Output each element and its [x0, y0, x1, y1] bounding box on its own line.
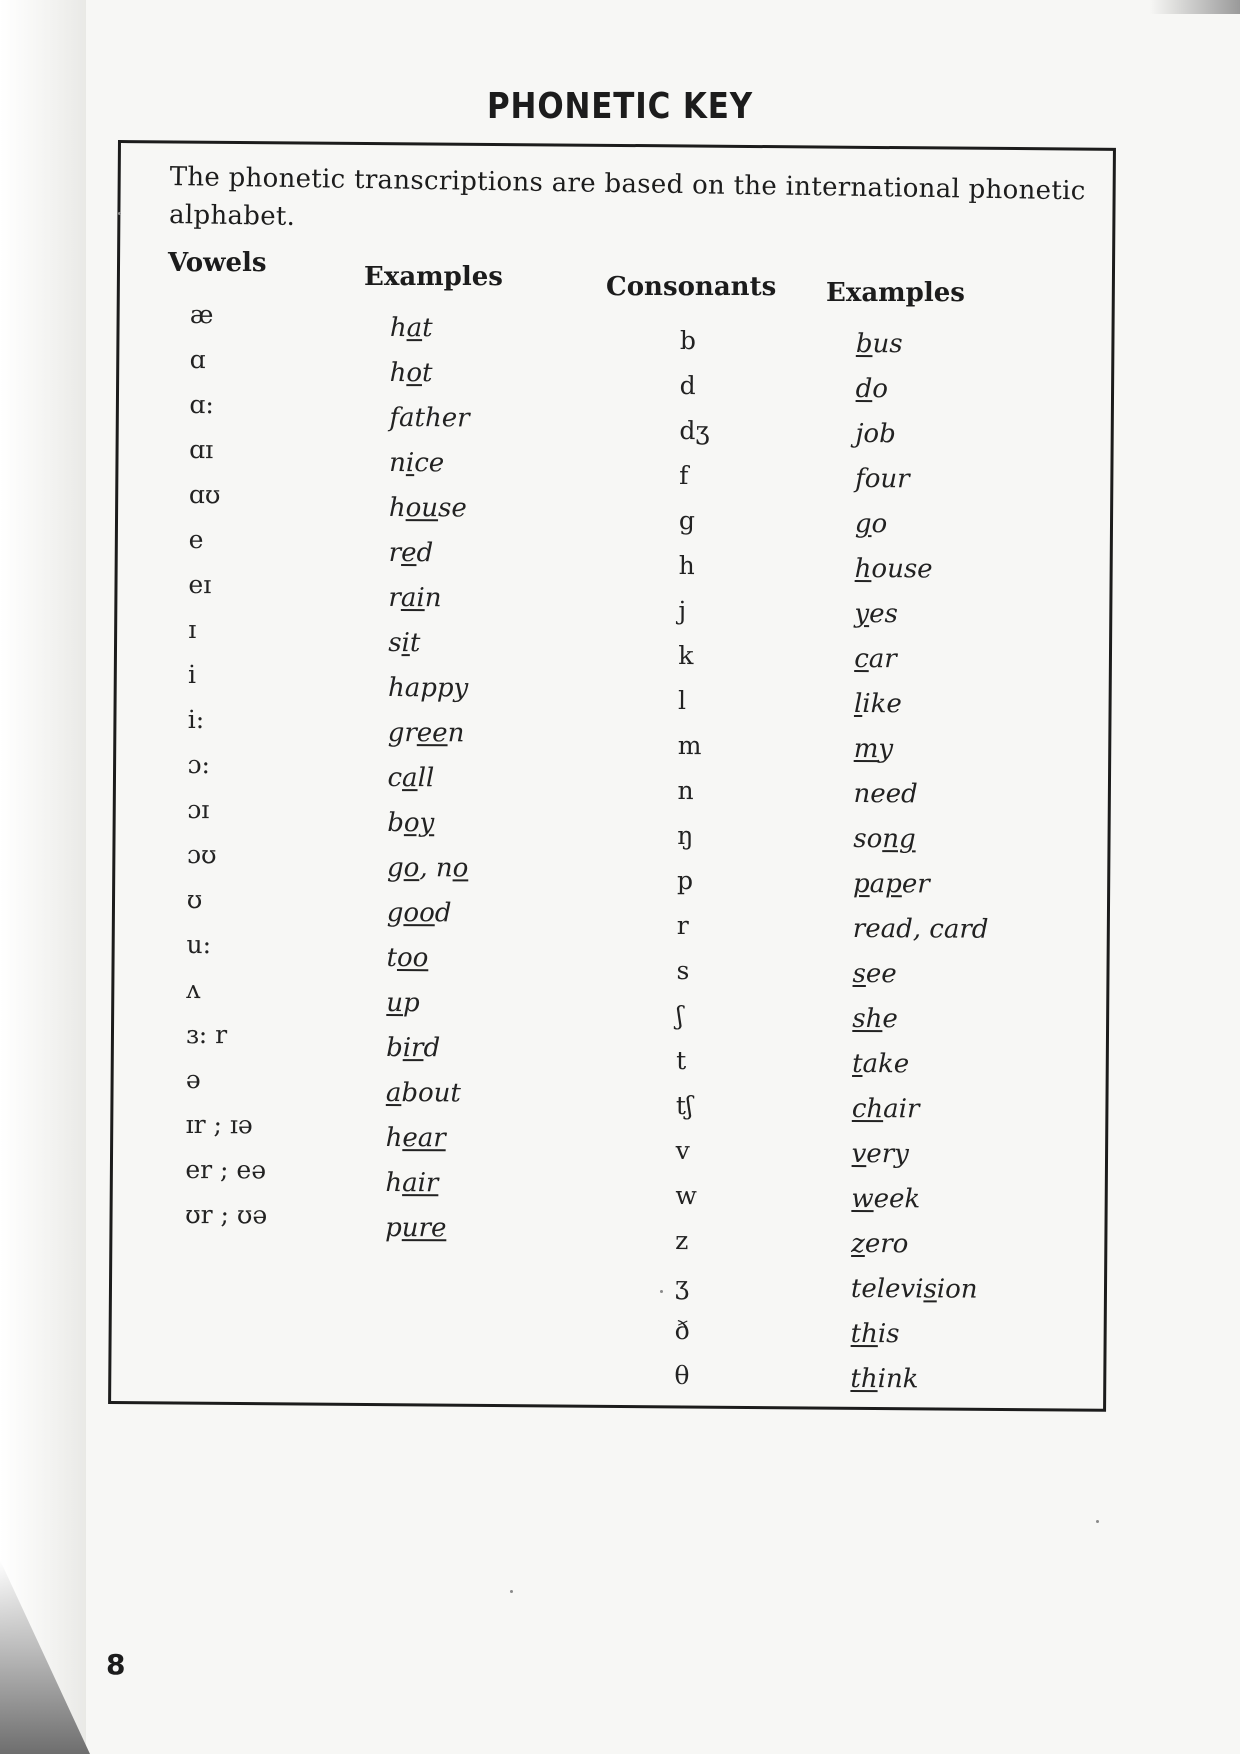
- underlined-sound: u: [386, 987, 404, 1019]
- example-text: ar: [868, 644, 897, 675]
- example-text: g: [386, 852, 404, 884]
- example-text: e: [882, 1004, 898, 1035]
- vowel-symbol: ɔ:: [187, 749, 211, 780]
- example-text: eek: [873, 1184, 921, 1215]
- example-text: se: [438, 493, 467, 524]
- example-text: ero: [864, 1229, 909, 1260]
- example-text: o: [871, 509, 888, 540]
- consonant-example: [851, 1267, 987, 1313]
- vowel-example: [385, 1161, 466, 1206]
- example-text: t: [409, 628, 421, 659]
- vowel-symbol: ɔɪ: [187, 794, 210, 825]
- consonant-example: [854, 682, 990, 728]
- consonant-symbol: t: [676, 1045, 687, 1076]
- example-text: bout: [401, 1078, 461, 1109]
- underlined-sound: oo: [403, 898, 435, 929]
- vowel-symbol: ɔʊ: [186, 839, 217, 870]
- underlined-sound: o: [403, 853, 420, 884]
- underlined-sound: b: [855, 328, 873, 360]
- vowel-example: [389, 531, 470, 576]
- consonant-symbol: f: [679, 460, 689, 491]
- underlined-sound: ear: [402, 1123, 446, 1154]
- example-text: ery: [866, 1139, 909, 1170]
- consonant-symbol: s: [676, 955, 690, 986]
- underlined-sound: th: [850, 1318, 878, 1350]
- consonant-symbol: b: [679, 325, 696, 356]
- underlined-sound: ee: [416, 718, 448, 749]
- scan-speck: [1096, 1520, 1099, 1523]
- vowel-example: [386, 1071, 467, 1116]
- vowel-symbol-list: [185, 292, 272, 1237]
- underlined-sound: ure: [401, 1213, 447, 1244]
- underlined-sound: h: [854, 553, 872, 585]
- consonant-symbol: p: [676, 865, 694, 896]
- example-text: y: [878, 734, 894, 765]
- consonant-symbol: m: [677, 730, 702, 761]
- consonant-example: [851, 1222, 987, 1268]
- vowel-symbol: i:: [187, 704, 205, 735]
- vowel-example: [386, 981, 467, 1026]
- consonant-symbol: j: [678, 595, 687, 626]
- example-text: job: [855, 418, 896, 450]
- example-text: n: [447, 718, 465, 749]
- consonant-symbol: g: [678, 505, 696, 536]
- vowel-symbol: er ; eə: [185, 1154, 267, 1185]
- underlined-sound: i: [405, 448, 415, 479]
- vowel-symbol: u:: [186, 929, 212, 960]
- consonant-example: [856, 367, 992, 413]
- vowel-example: [386, 936, 467, 981]
- consonant-example: [855, 502, 991, 548]
- vowel-symbol: ʊ: [186, 884, 203, 915]
- example-text: d: [434, 898, 452, 929]
- vowel-example: [387, 891, 468, 936]
- consonant-symbol: l: [677, 685, 687, 716]
- underlined-sound: ai: [400, 583, 425, 614]
- underlined-sound: y: [854, 598, 870, 630]
- example-text: h: [385, 1122, 403, 1154]
- example-text: d: [416, 538, 434, 569]
- vowel-example: [387, 801, 468, 846]
- consonant-example: [854, 727, 990, 773]
- consonant-symbol: tʃ: [675, 1090, 693, 1121]
- underlined-sound: ou: [405, 493, 439, 524]
- vowel-symbol: ɪr ; ɪə: [185, 1109, 253, 1140]
- vowel-example: [385, 1206, 466, 1251]
- example-text: h: [389, 357, 407, 389]
- header-consonant-examples: Examples: [826, 278, 965, 308]
- consonant-symbol: n: [677, 775, 694, 806]
- consonant-example: [850, 1357, 986, 1403]
- underlined-sound: m: [853, 733, 879, 765]
- consonant-symbol: dʒ: [679, 415, 710, 446]
- underlined-sound: s: [852, 958, 867, 990]
- vowel-example: [389, 486, 470, 531]
- example-text: t: [386, 942, 398, 974]
- example-text: is: [877, 1319, 900, 1350]
- underlined-sound: a: [402, 763, 418, 794]
- example-text: es: [869, 599, 898, 630]
- underlined-sound: w: [851, 1183, 874, 1215]
- example-text: ll: [417, 763, 435, 794]
- example-text: need: [853, 778, 918, 810]
- example-text: ake: [862, 1049, 910, 1080]
- scan-speck: [510, 1590, 513, 1593]
- vowel-example: [388, 576, 469, 621]
- example-text: h: [388, 492, 406, 524]
- consonant-symbol-list: [674, 318, 710, 1398]
- example-text: a: [869, 869, 886, 900]
- example-text: ink: [877, 1364, 919, 1395]
- consonant-example: [854, 637, 990, 683]
- scan-smudge: [1150, 0, 1240, 14]
- consonant-symbol: ʒ: [674, 1270, 690, 1301]
- consonant-example: [853, 817, 989, 863]
- example-text: read, card: [852, 913, 989, 945]
- consonant-symbol: v: [675, 1135, 690, 1166]
- header-consonants: Consonants: [606, 272, 777, 302]
- example-text: ce: [414, 448, 445, 479]
- underlined-sound: e: [401, 538, 417, 569]
- underlined-sound: air: [402, 1168, 439, 1199]
- example-text: g: [386, 897, 404, 929]
- vowel-example: [388, 711, 469, 756]
- example-text: b: [386, 1032, 403, 1064]
- consonant-symbol: z: [675, 1225, 689, 1256]
- header-vowels: Vowels: [168, 248, 267, 278]
- vowel-symbol: æ: [189, 299, 214, 330]
- example-text: r: [388, 537, 402, 569]
- header-vowel-examples: Examples: [364, 262, 503, 292]
- vowel-symbol: i: [187, 659, 197, 690]
- consonant-example: [853, 862, 989, 908]
- underlined-sound: ng: [882, 824, 916, 855]
- vowel-symbol: ʊr ; ʊə: [185, 1199, 268, 1230]
- consonant-example: [852, 952, 988, 998]
- vowel-symbol: ʌ: [186, 974, 201, 1005]
- vowel-example: [386, 1116, 467, 1161]
- consonant-symbol: ŋ: [677, 820, 694, 851]
- underlined-sound: s: [923, 1274, 937, 1305]
- underlined-sound: oo: [396, 943, 429, 974]
- example-text: b: [387, 807, 405, 839]
- underlined-sound: i: [401, 628, 410, 659]
- consonant-example: [852, 1087, 988, 1133]
- underlined-sound: o: [452, 853, 469, 884]
- consonant-example: [854, 592, 990, 638]
- vowel-example: [390, 351, 471, 396]
- example-text: p: [403, 988, 420, 1019]
- underlined-sound: l: [853, 688, 863, 720]
- consonant-symbol: r: [676, 910, 689, 941]
- consonant-example: [852, 1132, 988, 1178]
- underlined-sound: g: [854, 508, 872, 540]
- consonant-example-list: [850, 322, 991, 1403]
- underlined-sound: ir: [402, 1033, 424, 1064]
- vowel-example: [388, 666, 469, 711]
- vowel-example: [387, 756, 468, 801]
- underlined-sound: ch: [851, 1093, 884, 1125]
- example-text: happy: [387, 672, 469, 704]
- vowel-example-list: [385, 306, 471, 1251]
- vowel-symbol: ɑɪ: [189, 434, 214, 465]
- vowel-symbol: ə: [185, 1064, 201, 1095]
- example-text: n: [389, 447, 407, 479]
- example-text: gr: [387, 717, 417, 749]
- example-text: r: [388, 582, 401, 614]
- underlined-sound: o: [406, 358, 423, 389]
- example-text: p: [385, 1212, 402, 1244]
- consonant-example: [855, 547, 991, 593]
- vowel-symbol: ɜ: r: [186, 1019, 228, 1050]
- intro-text: The phonetic transcriptions are based on the international phonetic alphabet.: [168, 161, 1086, 232]
- example-text: n: [424, 583, 442, 614]
- underlined-sound: sh: [852, 1003, 883, 1035]
- underlined-sound: c: [854, 643, 869, 675]
- consonant-symbol: w: [675, 1180, 697, 1211]
- consonant-symbol: d: [679, 370, 696, 401]
- example-text: ee: [865, 959, 897, 990]
- scan-speck: [118, 212, 121, 215]
- underlined-sound: z: [851, 1228, 865, 1260]
- example-text: c: [387, 762, 403, 794]
- example-text: h: [385, 1167, 403, 1199]
- example-text: er: [901, 869, 930, 900]
- consonant-symbol: h: [678, 550, 695, 581]
- vowel-example: [389, 441, 470, 486]
- consonant-example: [856, 322, 992, 368]
- vowel-example: [390, 306, 471, 351]
- underlined-sound: a: [406, 313, 423, 344]
- underlined-sound: p: [852, 868, 870, 900]
- underlined-sound: t: [852, 1048, 863, 1080]
- vowel-symbol: eɪ: [188, 569, 212, 600]
- vowel-symbol: ɑ:: [189, 389, 214, 420]
- example-text: air: [883, 1094, 920, 1125]
- page-title: PHONETIC KEY: [486, 86, 754, 127]
- example-text: father: [389, 402, 470, 434]
- example-text: four: [855, 463, 910, 495]
- example-text: d: [423, 1033, 441, 1064]
- example-text: ouse: [871, 554, 933, 585]
- vowel-example: [386, 1026, 467, 1071]
- scan-speck: [660, 1290, 663, 1293]
- vowel-symbol: ɑ: [189, 344, 206, 375]
- vowel-symbol: e: [188, 524, 204, 555]
- vowel-example: [387, 846, 468, 891]
- example-text: o: [872, 374, 889, 405]
- vowel-symbol: ɪ: [188, 614, 197, 645]
- example-text: h: [389, 312, 407, 344]
- example-text: s: [388, 627, 402, 659]
- consonant-example: [852, 1042, 988, 1088]
- vowel-example: [389, 396, 470, 441]
- vowel-symbol: ɑʊ: [188, 479, 221, 510]
- consonant-example: [855, 457, 991, 503]
- example-text: t: [421, 358, 433, 389]
- consonant-example: [853, 907, 989, 953]
- consonant-symbol: k: [678, 640, 694, 671]
- example-text: so: [853, 823, 883, 855]
- page-edge-shadow: [0, 0, 86, 1754]
- underlined-sound: a: [385, 1077, 402, 1109]
- example-text: us: [872, 329, 903, 360]
- consonant-example: [851, 1177, 987, 1223]
- consonant-example: [852, 997, 988, 1043]
- page-number: 8: [106, 1648, 126, 1681]
- underlined-sound: oy: [403, 808, 435, 839]
- consonant-symbol: ʃ: [676, 1000, 684, 1031]
- example-text: , n: [419, 853, 453, 884]
- vowel-example: [388, 621, 469, 666]
- underlined-sound: p: [885, 869, 902, 900]
- example-text: ion: [936, 1274, 978, 1305]
- consonant-symbol: θ: [674, 1360, 690, 1391]
- example-text: televi: [850, 1273, 924, 1305]
- consonant-example: [855, 412, 991, 458]
- underlined-sound: th: [850, 1363, 878, 1395]
- example-text: t: [422, 313, 433, 344]
- underlined-sound: v: [851, 1138, 867, 1170]
- consonant-example: [851, 1312, 987, 1358]
- underlined-sound: d: [855, 373, 873, 405]
- example-text: ike: [862, 689, 902, 720]
- consonant-symbol: ð: [674, 1315, 690, 1346]
- consonant-example: [853, 772, 989, 818]
